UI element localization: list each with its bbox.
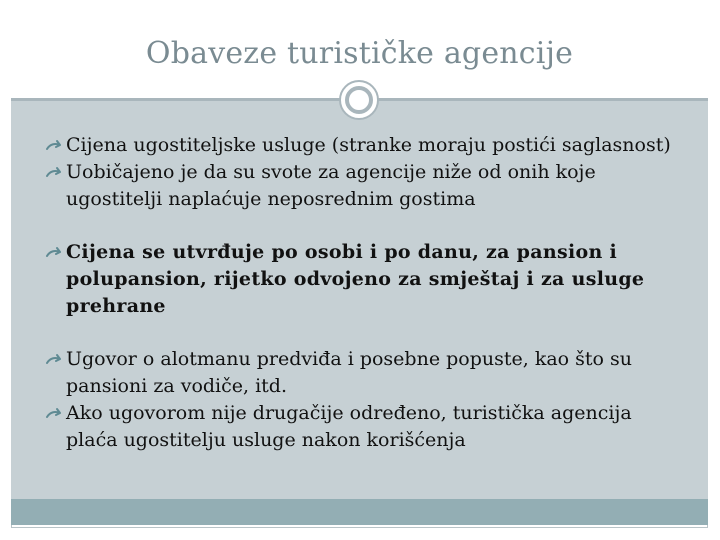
curved-arrow-bullet-icon: [44, 132, 64, 159]
curved-arrow-bullet-icon: [44, 346, 64, 373]
curved-arrow-bullet-icon: [44, 159, 64, 186]
bullet-item: [44, 132, 684, 159]
slide-title: Obaveze turističke agencije: [145, 36, 574, 71]
bullet-text: Cijena ugostiteljske usluge (stranke moraju postići saglasnost): [66, 134, 671, 156]
bullet-list: [44, 132, 684, 454]
bullet-text: Ako ugovorom nije drugačije određeno, turistička agencija plaća ugostitelju usluge nakon korišćenja: [66, 402, 632, 451]
spacer: [44, 320, 684, 346]
bullet-text: Ugovor o alotmanu predviđa i posebne popuste, kao što su pansioni za vodiče, itd.: [66, 348, 632, 397]
bullet-text: Cijena se utvrđuje po osobi i po danu, za pansion i polupansion, rijetko odvojeno za smještaj i za usluge prehrane: [66, 241, 645, 317]
bullet-item: [44, 159, 684, 213]
circle-ornament-icon: [339, 80, 379, 120]
bottom-bar: [11, 499, 708, 525]
curved-arrow-bullet-icon: [44, 239, 64, 266]
bullet-item: [44, 346, 684, 400]
bullet-item: [44, 400, 684, 454]
bullet-item-bold: [44, 239, 684, 320]
spacer: [44, 213, 684, 239]
bullet-text: Uobičajeno je da su svote za agencije niže od onih koje ugostitelji naplaćuje neposrednim gostima: [66, 161, 596, 210]
curved-arrow-bullet-icon: [44, 400, 64, 427]
